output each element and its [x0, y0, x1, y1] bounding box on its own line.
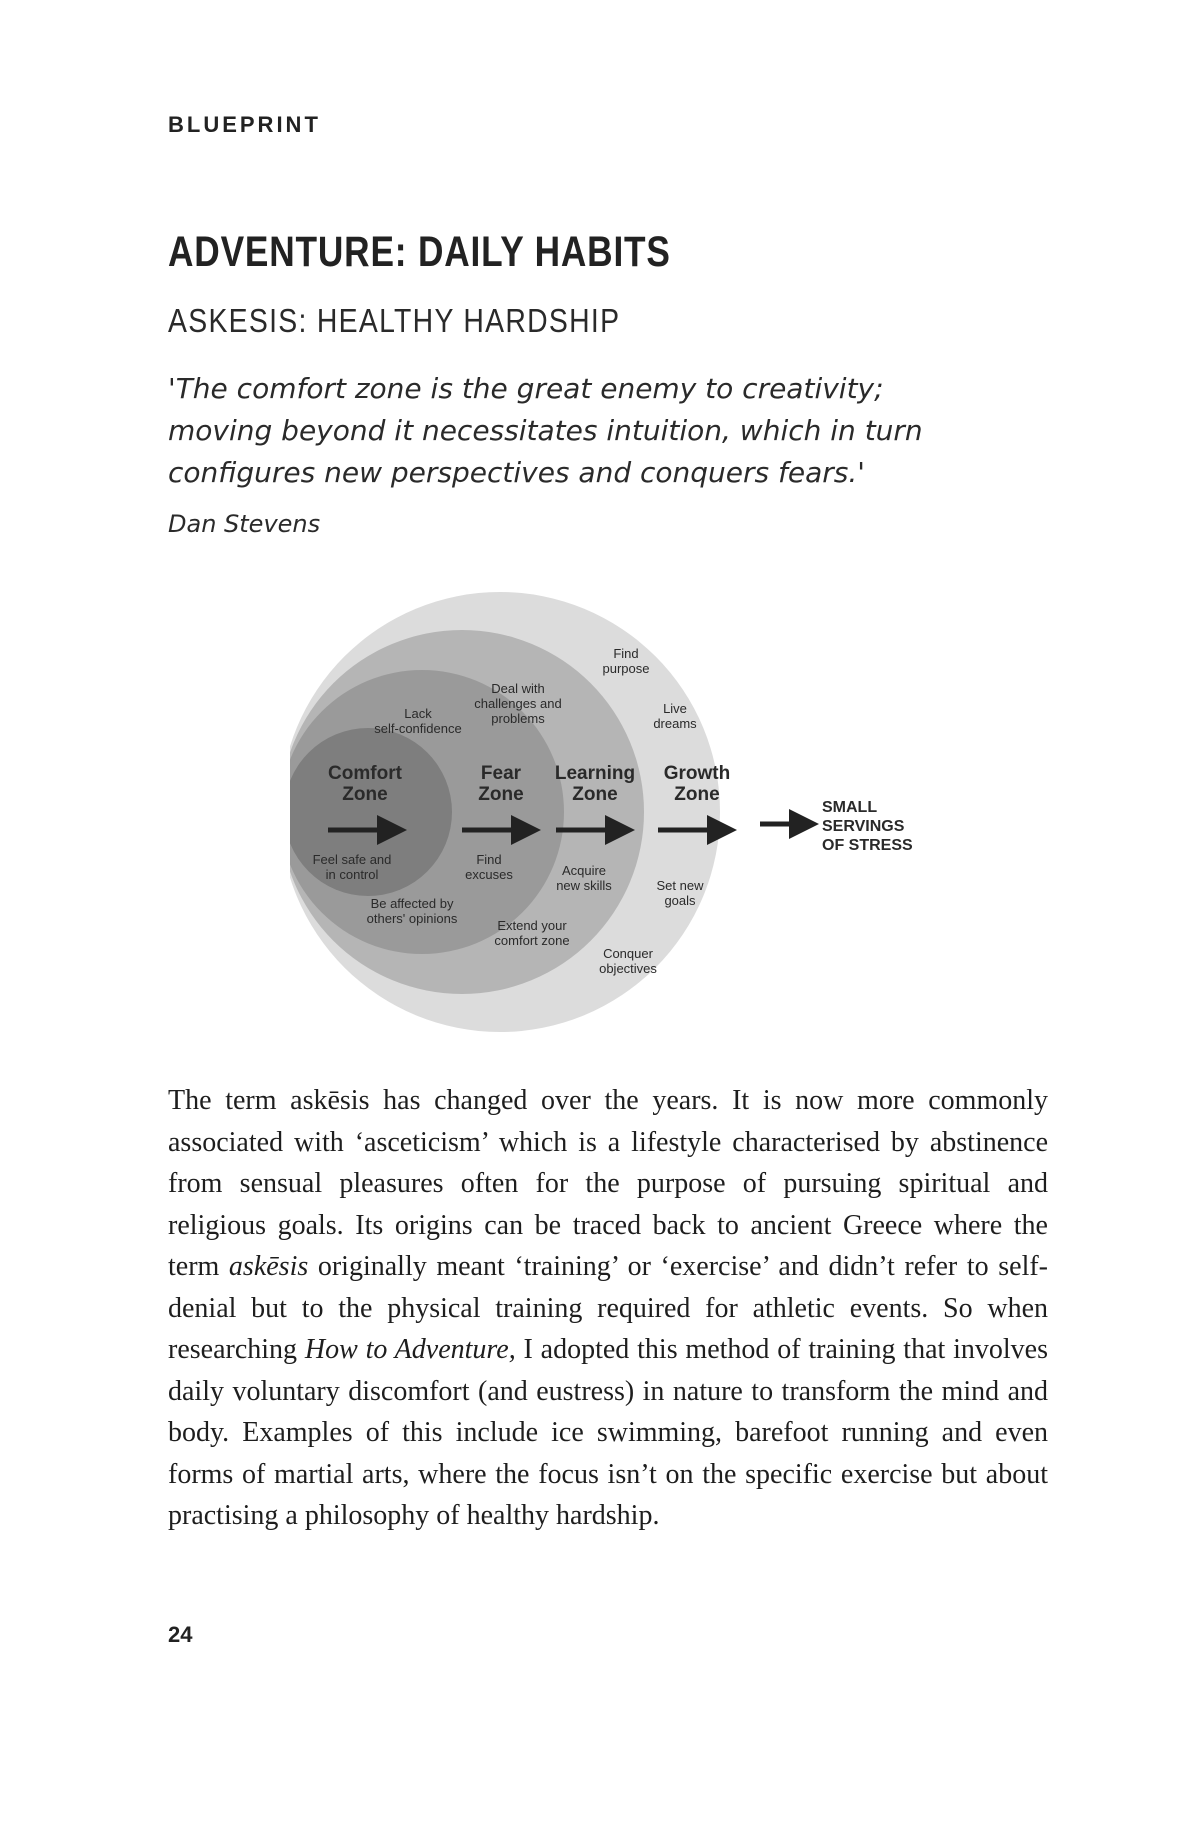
epigraph-quote: 'The comfort zone is the great enemy to creativity; moving beyond it necessitates intuition, which in turn configures new perspectives and conquers fears.' [168, 372, 923, 489]
book-title: How to Adventure, [304, 1334, 516, 1365]
quote-author: Dan Stevens [168, 510, 321, 538]
comfort-zone-label: Comfort Zone [328, 763, 402, 805]
page-title: ADVENTURE: DAILY HABITS [168, 228, 671, 276]
body-paragraph [168, 1080, 1048, 1537]
note-affected: Be affected by others' opinions [366, 896, 458, 926]
note-set-goals: Set new goals [656, 878, 704, 908]
learning-zone-label: Learning Zone [554, 763, 636, 805]
term-askesis: askēsis [228, 1251, 309, 1282]
note-acquire-skills: Acquire new skills [556, 863, 612, 893]
page-number: 24 [168, 1622, 193, 1647]
comfort-zone-diagram [290, 590, 950, 1050]
fear-zone-label: Fear Zone [478, 763, 524, 805]
note-conquer: Conquer objectives [599, 946, 657, 976]
note-deal-with: Deal with challenges and problems [474, 681, 562, 726]
body-text-part: I adopted this method of training that involves daily voluntary discomfort (and eustress) in nature to transform the mind and body. Examples of this include ice swimming, barefoot running and even forms of martial arts, where the focus isn’t on the specific exercise but about practising a philosophy of healthy hardship. [168, 1334, 1048, 1531]
page-subtitle: ASKESIS: HEALTHY HARDSHIP [168, 302, 621, 339]
outcome-small-servings-of-stress: SMALL SERVINGS OF STRESS [822, 799, 913, 854]
body-text-part: originally meant ‘training’ or ‘exercise’ and didn’t refer to self-denial but to the physical training required for athletic events. So when researching [168, 1251, 1048, 1365]
note-find-purpose: Find purpose [602, 646, 650, 676]
note-extend-comfort: Extend your comfort zone [494, 918, 570, 948]
body-text-part: The term askēsis has changed over the years. It is now more commonly associated with ‘asceticism’ which is a lifestyle characterised by abstinence from sensual pleasures often for the purpose of pursuing spiritual and religious goals. Its origins can be traced back to ancient Greece where the term [168, 1085, 1048, 1282]
note-feel-safe: Feel safe and in control [312, 852, 392, 882]
note-lack-confidence: Lack self-confidence [374, 706, 462, 736]
running-head: BLUEPRINT [168, 112, 321, 137]
note-live-dreams: Live dreams [653, 701, 697, 731]
growth-zone-label: Growth Zone [663, 763, 731, 805]
note-find-excuses: Find excuses [465, 852, 513, 882]
